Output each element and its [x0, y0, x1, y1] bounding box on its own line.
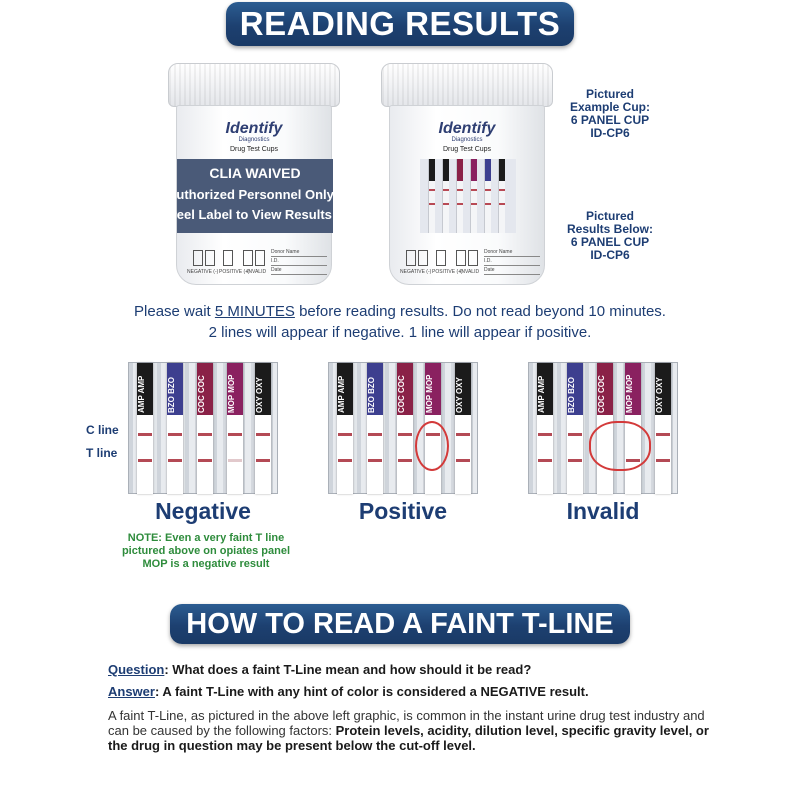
invalid-key-icon — [456, 250, 466, 266]
strip-amp — [337, 363, 353, 494]
wait-instruction — [0, 303, 800, 320]
donor-fields — [484, 248, 540, 275]
strip-code: BZO BZO — [367, 377, 376, 413]
t-line — [368, 459, 382, 462]
caption-line: ID-CP6 — [590, 248, 630, 262]
c-line — [398, 433, 412, 436]
strip-oxy — [455, 363, 471, 494]
faq-answer — [108, 684, 589, 699]
strip-code: BZO BZO — [167, 377, 176, 413]
c-line — [656, 433, 670, 436]
example-cup-caption — [556, 88, 664, 140]
c-line — [198, 433, 212, 436]
caption-line: Pictured — [585, 87, 634, 101]
cup-strip — [484, 159, 491, 233]
caption-line: Results Below: — [566, 222, 653, 236]
negative-panel — [128, 362, 278, 494]
brand-logo: Identify — [225, 120, 283, 137]
invalid-key-icon — [468, 250, 478, 266]
strip-code: AMP AMP — [537, 375, 546, 413]
explanation-factors: Protein levels, acidity, dilution level, specific gravity level, or the drug in question may be present below the cut-off level. — [108, 723, 709, 753]
t-line — [456, 459, 470, 462]
strip-code: AMP AMP — [137, 375, 146, 413]
cup-strip — [428, 159, 435, 233]
clia-label — [167, 159, 334, 233]
t-line — [138, 459, 152, 462]
strip-code: AMP AMP — [337, 375, 346, 413]
strip-code: OXY OXY — [455, 377, 464, 413]
strip-bzo — [367, 363, 383, 494]
negative-key-icon — [193, 250, 203, 266]
faint-line-note: NOTE: Even a very faint T line pictured above on opiates panel MOP is a negative result — [121, 532, 291, 570]
strip-coc — [397, 363, 413, 494]
donor-fields — [271, 248, 327, 275]
t-line — [538, 459, 552, 462]
t-line — [656, 459, 670, 462]
brand-cups: Drug Test Cups — [229, 146, 279, 153]
c-line — [338, 433, 352, 436]
strip-code: OXY OXY — [655, 377, 664, 413]
strip-code: MOP MOP — [425, 374, 434, 413]
strip-code: COC COC — [397, 375, 406, 413]
clia-label-line3: Peel Label to View Results — [168, 207, 332, 222]
positive-title: Positive — [358, 498, 448, 524]
invalid-key-icon — [243, 250, 253, 266]
t-line — [168, 459, 182, 462]
key-negative-label: NEGATIVE (-) — [400, 269, 432, 275]
faint-t-line-banner — [170, 604, 630, 644]
cup-lid — [381, 63, 553, 107]
caption-line: ID-CP6 — [590, 126, 630, 140]
cup-lid — [168, 63, 340, 107]
cup-result-key — [185, 246, 325, 282]
brand-sub: Diagnostics — [451, 137, 483, 143]
faint-line-explanation — [108, 708, 720, 753]
t-line — [398, 459, 412, 462]
positive-key-icon — [223, 250, 233, 266]
cup-strip — [456, 159, 463, 233]
positive-key-icon — [436, 250, 446, 266]
c-line — [168, 433, 182, 436]
t-line — [256, 459, 270, 462]
strip-oxy — [255, 363, 271, 494]
reading-results-title: READING RESULTS — [239, 5, 561, 42]
t-line — [338, 459, 352, 462]
donor-id-field: I.D. — [271, 257, 327, 266]
t-line — [198, 459, 212, 462]
key-negative-label: NEGATIVE (-) — [187, 269, 219, 275]
explanation-text: A faint T-Line, as pictured in the above left graphic, is common in the instant urine drug test industry and can be caused by the following factors: — [108, 708, 705, 738]
positive-panel — [328, 362, 478, 494]
strip-bzo — [167, 363, 183, 494]
question-text: : What does a faint T-Line mean and how should it be read? — [164, 662, 532, 677]
donor-date-field: Date — [271, 266, 327, 275]
caption-line: Example Cup: — [569, 100, 650, 114]
clia-label-line2: Authorized Personnel Only — [167, 187, 334, 202]
instruction-text: Please wait — [134, 303, 215, 320]
brand-sub: Diagnostics — [238, 137, 270, 143]
t-line — [568, 459, 582, 462]
key-positive-label: POSITIVE (+) — [219, 269, 250, 275]
highlight-circle — [415, 421, 449, 471]
cup-body — [167, 105, 334, 285]
negative-title: Negative — [155, 498, 251, 524]
strip-code: MOP MOP — [625, 374, 634, 413]
invalid-title: Invalid — [566, 498, 640, 524]
t-line-label: T line — [86, 446, 118, 460]
c-line — [538, 433, 552, 436]
strip-bzo — [567, 363, 583, 494]
faq-question — [108, 662, 531, 677]
instruction-text: before reading results. Do not read beyond 10 minutes. — [294, 303, 666, 320]
caption-line: 6 PANEL CUP — [570, 113, 650, 127]
strip-amp — [537, 363, 553, 494]
donor-date-field: Date — [484, 266, 540, 275]
donor-id-field: I.D. — [484, 257, 540, 266]
cup-strip — [498, 159, 505, 233]
faint-t-line — [228, 459, 242, 462]
cup-result-key — [398, 246, 538, 282]
negative-key-icon — [406, 250, 416, 266]
clia-label-line1: CLIA WAIVED — [209, 165, 301, 181]
caption-line: Pictured — [585, 209, 634, 223]
answer-text: : A faint T-Line with any hint of color is considered a NEGATIVE result. — [154, 684, 589, 699]
negative-key-icon — [418, 250, 428, 266]
strip-mop — [227, 363, 243, 494]
c-line — [368, 433, 382, 436]
c-line — [456, 433, 470, 436]
negative-key-icon — [205, 250, 215, 266]
invalid-panel — [528, 362, 678, 494]
example-cup-labelled — [168, 63, 340, 287]
faint-t-line-title: HOW TO READ A FAINT T-LINE — [186, 608, 614, 640]
key-invalid-label: INVALID — [247, 269, 267, 275]
results-caption — [556, 210, 664, 262]
strip-code: COC COC — [597, 375, 606, 413]
cup-body — [389, 105, 545, 285]
reading-results-banner — [226, 2, 574, 46]
example-cup-peeled — [381, 63, 553, 287]
strip-code: OXY OXY — [255, 377, 264, 413]
c-line-label: C line — [86, 423, 119, 437]
brand-cups: Drug Test Cups — [442, 146, 492, 153]
c-line — [228, 433, 242, 436]
c-line — [138, 433, 152, 436]
c-line — [256, 433, 270, 436]
wait-time: 5 MINUTES — [214, 303, 295, 320]
strip-code: BZO BZO — [567, 377, 576, 413]
caption-line: 6 PANEL CUP — [570, 235, 650, 249]
cup-strip — [470, 159, 477, 233]
c-line — [568, 433, 582, 436]
strip-oxy — [655, 363, 671, 494]
key-invalid-label: INVALID — [460, 269, 480, 275]
brand-logo: Identify — [438, 120, 496, 137]
lines-instruction: 2 lines will appear if negative. 1 line will appear if positive. — [208, 324, 592, 341]
key-positive-label: POSITIVE (+) — [432, 269, 463, 275]
cup-result-window — [420, 159, 516, 233]
answer-label: Answer — [108, 684, 155, 699]
strip-coc — [197, 363, 213, 494]
donor-name-field: Donor Name — [484, 248, 540, 257]
invalid-key-icon — [255, 250, 265, 266]
cup-strip — [442, 159, 449, 233]
strip-amp — [137, 363, 153, 494]
highlight-circle — [589, 421, 651, 471]
question-label: Question — [108, 662, 165, 677]
strip-code: MOP MOP — [227, 374, 236, 413]
strip-code: COC COC — [197, 375, 206, 413]
donor-name-field: Donor Name — [271, 248, 327, 257]
